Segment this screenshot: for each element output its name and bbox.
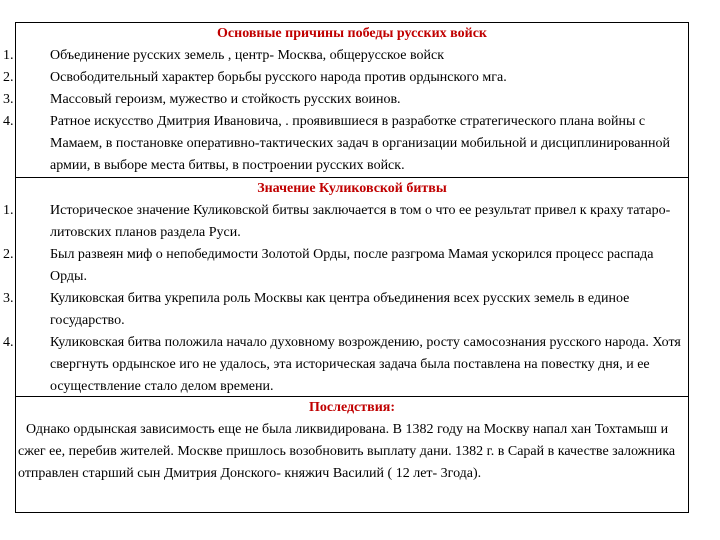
- list-number: 2.: [3, 70, 14, 85]
- list-item: [3, 288, 688, 332]
- list-item: [3, 200, 688, 244]
- section-significance: [3, 178, 688, 397]
- list-item-text: Освободительный характер борьбы русского народа против ордынского мга.: [50, 70, 507, 85]
- list-item: [3, 89, 688, 111]
- consequences-paragraph: Однако ордынская зависимость еще не была ликвидирована. В 1382 году на Москву напал хан Тохтамыш и сжег ее, перебив жителей. Москве пришлось возобновить выплату дани. 1382 г. в Сарай в качестве заложника отправлен старший сын Дмитрия Донского- княжич Василий ( 12 лет- 3года).: [18, 422, 676, 481]
- list-item: [3, 111, 688, 177]
- list-item: [3, 67, 688, 89]
- list-item-text: Ратное искусство Дмитрия Ивановича, . проявившиеся в разработке стратегического плана войны с Мамаем, в постановке оперативно-тактических задач в организации мобильной и дисциплинированной армии, в выборе места битвы, в построении русских войск.: [50, 114, 670, 173]
- list-item: [3, 332, 688, 398]
- list-number: 2.: [3, 247, 14, 262]
- list-item: [3, 244, 688, 288]
- list-item-text: Историческое значение Куликовской битвы заключается в том о что ее результат привел к краху татаро-литовских планов раздела Руси.: [50, 203, 671, 240]
- section-heading-reasons: Основные причины победы русских войск: [217, 26, 487, 41]
- section-heading-significance: Значение Куликовской битвы: [257, 181, 447, 196]
- content-table: [3, 22, 689, 513]
- list-number: 1.: [3, 48, 14, 63]
- list-item: [3, 45, 688, 67]
- list-number: 1.: [3, 203, 14, 218]
- list-number: 3.: [3, 92, 14, 107]
- list-item-text: Массовый героизм, мужество и стойкость русских воинов.: [50, 92, 401, 107]
- list-number: 4.: [3, 114, 14, 129]
- list-number: 3.: [3, 291, 14, 306]
- section-consequences: [16, 397, 688, 512]
- list-item-text: Куликовская битва положила начало духовному возрождению, росту самосознания русского народа. Хотя свергнуть ордынское иго не удалось, эта историческая задача была поставлена на повестку дня, и ее осуществление стало делом времени.: [50, 335, 681, 394]
- section-heading-consequences: Последствия:: [308, 400, 396, 415]
- list-item-text: Объединение русских земель , центр- Москва, общерусское войск: [50, 48, 445, 63]
- list-item-text: Куликовская битва укрепила роль Москвы как центра объединения всех русских земель в единое государство.: [50, 291, 630, 328]
- section-reasons: [3, 23, 688, 178]
- list-item-text: Был развеян миф о непобедимости Золотой Орды, после разгрома Мамая ускорился процесс распада Орды.: [50, 247, 654, 284]
- list-number: 4.: [3, 335, 14, 350]
